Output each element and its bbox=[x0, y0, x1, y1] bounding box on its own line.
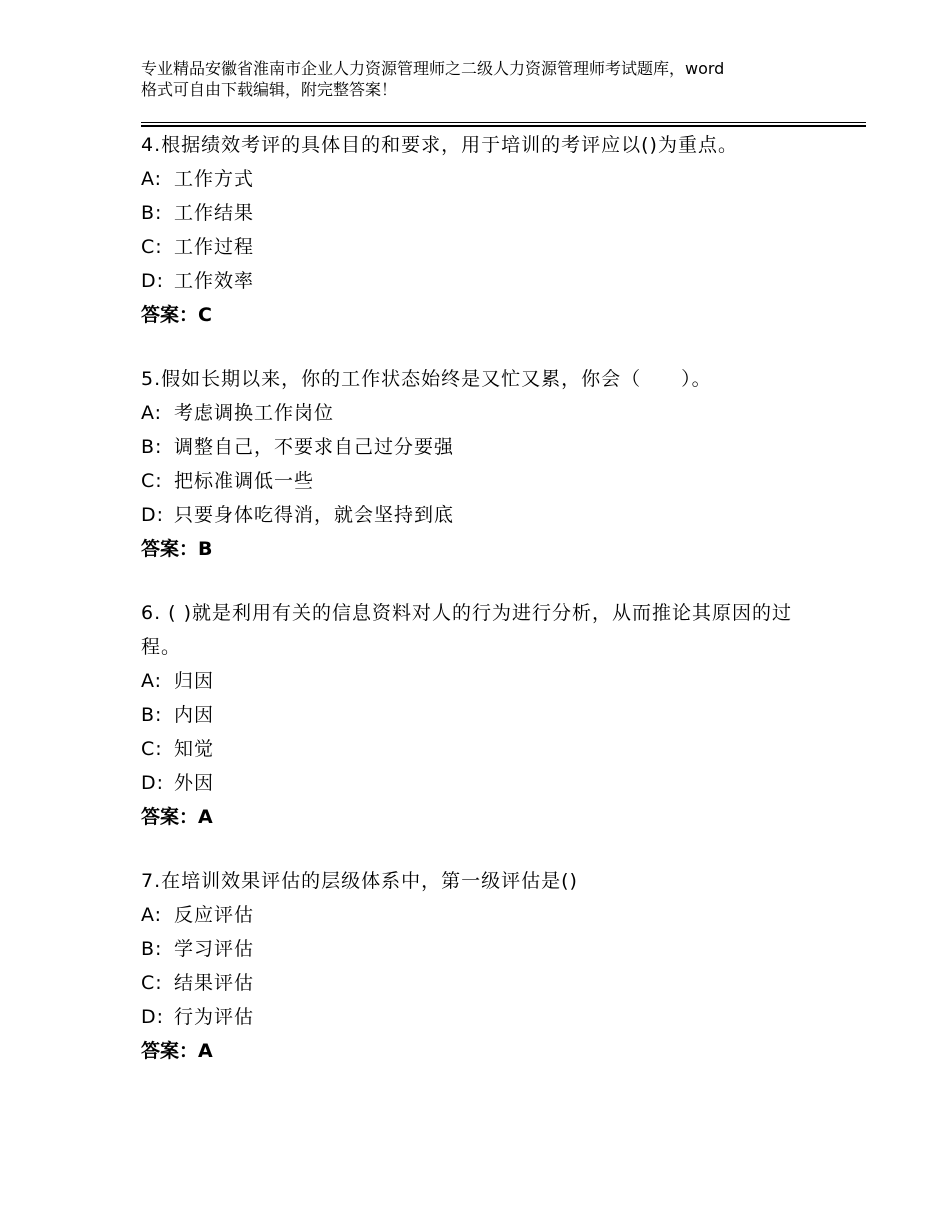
option-d bbox=[141, 498, 831, 532]
header-line-1: 专业精品安徽省淮南市企业人力资源管理师之二级人力资源管理师考试题库，word bbox=[141, 59, 725, 78]
option-text: 工作方式 bbox=[174, 168, 255, 190]
option-key: C: bbox=[141, 470, 163, 492]
option-a bbox=[141, 396, 831, 430]
question-item bbox=[141, 596, 831, 834]
option-key: A: bbox=[141, 402, 163, 424]
option-text: 知觉 bbox=[174, 738, 215, 760]
question-item bbox=[141, 864, 831, 1068]
header-line-2: 格式可自由下载编辑，附完整答案！ bbox=[141, 80, 398, 99]
option-text: 结果评估 bbox=[174, 972, 255, 994]
option-b bbox=[141, 698, 831, 732]
option-text: 工作过程 bbox=[174, 236, 255, 258]
option-key: B: bbox=[141, 704, 163, 726]
answer-line: 答案：B bbox=[141, 538, 213, 560]
option-text: 工作效率 bbox=[174, 270, 255, 292]
option-text: 外因 bbox=[174, 772, 215, 794]
option-c bbox=[141, 464, 831, 498]
option-a bbox=[141, 664, 831, 698]
option-text: 把标准调低一些 bbox=[174, 470, 315, 492]
option-key: D: bbox=[141, 1006, 165, 1028]
option-key: C: bbox=[141, 236, 163, 258]
option-b bbox=[141, 932, 831, 966]
option-text: 行为评估 bbox=[174, 1006, 255, 1028]
option-c bbox=[141, 732, 831, 766]
option-key: B: bbox=[141, 938, 163, 960]
option-text: 学习评估 bbox=[174, 938, 255, 960]
question-text: 6. ( )就是利用有关的信息资料对人的行为进行分析，从而推论其原因的过程。 bbox=[141, 602, 793, 658]
header-divider-thick bbox=[141, 125, 866, 127]
option-text: 考虑调换工作岗位 bbox=[174, 402, 335, 424]
option-b bbox=[141, 196, 831, 230]
option-text: 只要身体吃得消，就会坚持到底 bbox=[174, 504, 455, 526]
option-c bbox=[141, 230, 831, 264]
option-text: 工作结果 bbox=[174, 202, 255, 224]
question-item bbox=[141, 362, 831, 566]
question-text: 5.假如长期以来，你的工作状态始终是又忙又累，你会（ ）。 bbox=[141, 368, 712, 390]
question-item bbox=[141, 128, 831, 332]
option-text: 内因 bbox=[174, 704, 215, 726]
option-b bbox=[141, 430, 831, 464]
option-text: 反应评估 bbox=[174, 904, 255, 926]
option-key: D: bbox=[141, 504, 165, 526]
option-key: D: bbox=[141, 270, 165, 292]
option-c bbox=[141, 966, 831, 1000]
option-key: C: bbox=[141, 738, 163, 760]
option-d bbox=[141, 264, 831, 298]
header-divider-thin bbox=[141, 122, 866, 123]
option-a bbox=[141, 898, 831, 932]
option-text: 归因 bbox=[174, 670, 215, 692]
option-key: C: bbox=[141, 972, 163, 994]
answer-line: 答案：A bbox=[141, 806, 213, 828]
option-key: B: bbox=[141, 202, 163, 224]
document-header bbox=[141, 58, 841, 100]
answer-line: 答案：A bbox=[141, 1040, 213, 1062]
option-key: A: bbox=[141, 670, 163, 692]
question-list bbox=[141, 128, 831, 1098]
option-key: B: bbox=[141, 436, 163, 458]
option-d bbox=[141, 1000, 831, 1034]
question-text: 7.在培训效果评估的层级体系中，第一级评估是() bbox=[141, 870, 578, 892]
option-text: 调整自己，不要求自己过分要强 bbox=[174, 436, 455, 458]
option-key: D: bbox=[141, 772, 165, 794]
option-key: A: bbox=[141, 168, 163, 190]
option-key: A: bbox=[141, 904, 163, 926]
option-d bbox=[141, 766, 831, 800]
answer-line: 答案：C bbox=[141, 304, 212, 326]
option-a bbox=[141, 162, 831, 196]
question-text: 4.根据绩效考评的具体目的和要求，用于培训的考评应以()为重点。 bbox=[141, 134, 738, 156]
